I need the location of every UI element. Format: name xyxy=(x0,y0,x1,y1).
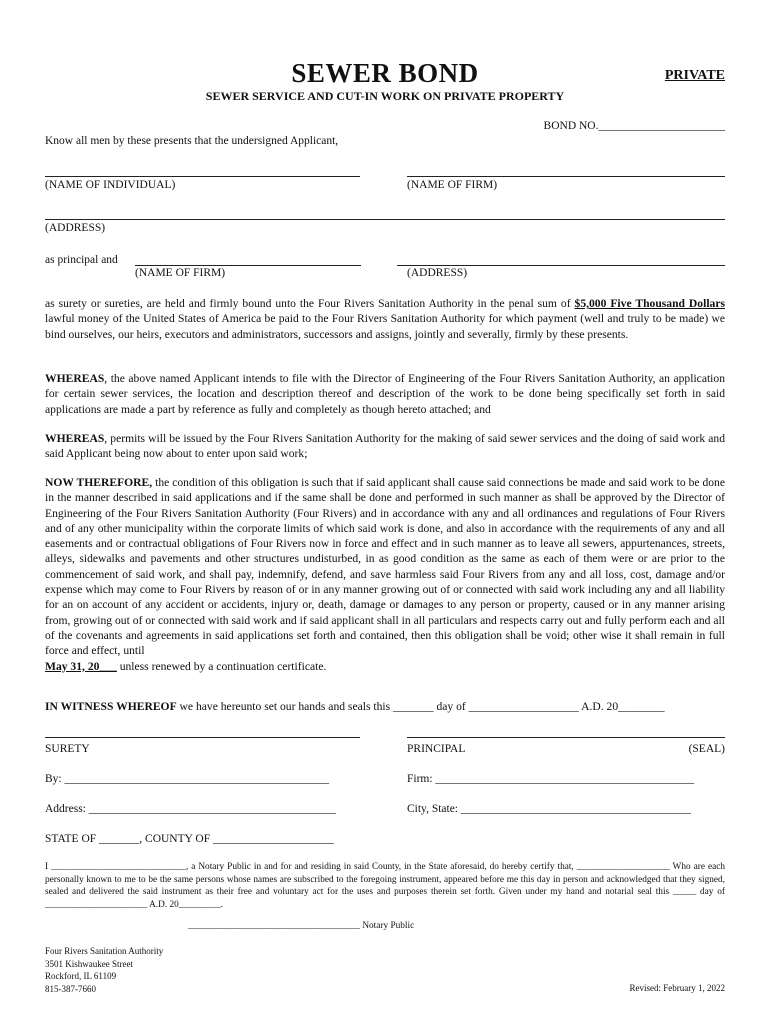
seal-label: (SEAL) xyxy=(688,743,725,755)
paragraph-bond-amount: as surety or sureties, are held and firmly bound unto the Four Rivers Sanitation Authority in the penal sum of $5,000 Five Thousand Dollars lawful money of the United States of America be paid to the Four Rivers Sanitation Authority for which payment (well and truly to be made) we bind ourselves, our heirs, executors and administrators, successors and assigns, jointly and severally, firmly by these presents. xyxy=(45,297,725,341)
intro-text: Know all men by these presents that the undersigned Applicant, xyxy=(45,135,339,147)
notary-signature-line[interactable]: _____________________________________ Notary Public xyxy=(188,921,415,931)
name-firm-line[interactable] xyxy=(407,176,725,177)
footer-phone: 815-387-7660 xyxy=(45,983,96,994)
principal-label: PRINCIPAL xyxy=(407,743,466,755)
document-subtitle: SEWER SERVICE AND CUT-IN WORK ON PRIVATE PROPERTY xyxy=(205,89,565,103)
footer-org: Four Rivers Sanitation Authority xyxy=(45,946,164,956)
revision-date: Revised: February 1, 2022 xyxy=(629,983,725,993)
footer-city: Rockford, IL 61109 xyxy=(45,971,117,981)
firm-field[interactable]: Firm: _____________________________________________ xyxy=(407,773,695,785)
paragraph-whereas-1: WHEREAS, the above named Applicant intends to file with the Director of Engineering of the Four Rivers Sanitation Authority, an application for certain sewer services, the location and description thereof and description of the work to be done being specifically set forth in said applications are made a part by reference as fully and completely as though hereto attached; and xyxy=(45,372,725,416)
paragraph-now-therefore: NOW THEREFORE, the condition of this obligation is such that if said applicant shall cause said connections be made and said work to be done in the manner described in said applications and if the same shall be done and performed in such manner as shall be approved by the Director of Engineering of the Four Rivers Sanitation Authority (Four Rivers) and in accordance with any and all ordinances and regulations of Four Rivers and of any other municipality within the corporate limits of which said work is done, and also in accordance with the requirements of any and all easements and or contractual obligations of Four Rivers now in force and effect and in such manner as to leave all sewers, appurtenances, streets, alleys, sidewalks and pavements and other structures undisturbed, in as good condition as the same as each of them were or are prior to the commencement of said work, and shall pay, indemnify, defend, and save harmless said Four Rivers from any and all loss, cost, damage and/or expense which may come to Four Rivers by reason of or in any manner growing out of or connected with said work including any and all liability for an on account of any accident or accidents, injury or, death, damage or damages to any person or property, caused or in any manner arising from, growing out of or connected with said work and if said applicant shall in all particulars and respects carry out and fully perform each and all of the covenants and agreements in said applications set forth and contained, then this obligation shall be void; other wise it shall remain in full force and effect, until May 31, 20___ unless renewed by a continuation certificate. xyxy=(45,476,725,673)
name-individual-line[interactable] xyxy=(45,176,360,177)
name-individual-label: (NAME OF INDIVIDUAL) xyxy=(45,179,176,191)
paragraph-whereas-2: WHEREAS, permits will be issued by the Four Rivers Sanitation Authority for the making of said sewer services and the doing of said work and said Applicant being now about to enter upon said work; xyxy=(45,432,725,461)
signature-address-field[interactable]: Address: ___________________________________________ xyxy=(45,803,337,815)
footer-address xyxy=(45,945,163,995)
bond-amount: $5,000 Five Thousand Dollars xyxy=(574,297,725,310)
address-label: (ADDRESS) xyxy=(45,222,106,234)
surety-firm-label: (NAME OF FIRM) xyxy=(135,267,226,279)
private-label: PRIVATE xyxy=(664,68,725,83)
surety-label: SURETY xyxy=(45,743,90,755)
city-state-field[interactable]: City, State: ________________________________________ xyxy=(407,803,691,815)
notary-certificate: I _____________________________, a Notary Public in and for and residing in said County, in the State aforesaid, do hereby certify that, ____________________ Who are each personally known to me to be the same persons whose names are subscribed to the foregoing instrument, appeared before me this day in person and acknowledged that they signed, sealed and delivered the said instrument as their free and voluntary act for the uses and purposes therein set forth. Given under my hand and notarial seal this _____ day of ______________________ A.D. 20_________. xyxy=(45,862,725,910)
principal-signature-line[interactable] xyxy=(407,737,725,738)
document-title: SEWER BOND xyxy=(291,58,479,88)
address-line[interactable] xyxy=(45,219,725,220)
footer-street: 3501 Kishwaukee Street xyxy=(45,958,133,969)
expiry-date: May 31, 20___ xyxy=(45,659,117,673)
witness-statement: IN WITNESS WHEREOF we have hereunto set our hands and seals this _______ day of ___________________ A.D. 20________ xyxy=(45,700,665,713)
state-county-field[interactable]: STATE OF _______, COUNTY OF _____________________ xyxy=(45,833,334,845)
by-field[interactable]: By: ______________________________________________ xyxy=(45,773,329,785)
surety-address-label: (ADDRESS) xyxy=(407,267,468,279)
bond-number-field[interactable]: BOND NO.______________________ xyxy=(543,120,725,132)
surety-signature-line[interactable] xyxy=(45,737,360,738)
name-firm-label: (NAME OF FIRM) xyxy=(407,179,498,191)
as-principal-text: as principal and xyxy=(45,254,118,266)
surety-address-line[interactable] xyxy=(397,265,725,266)
surety-firm-line[interactable] xyxy=(135,265,361,266)
